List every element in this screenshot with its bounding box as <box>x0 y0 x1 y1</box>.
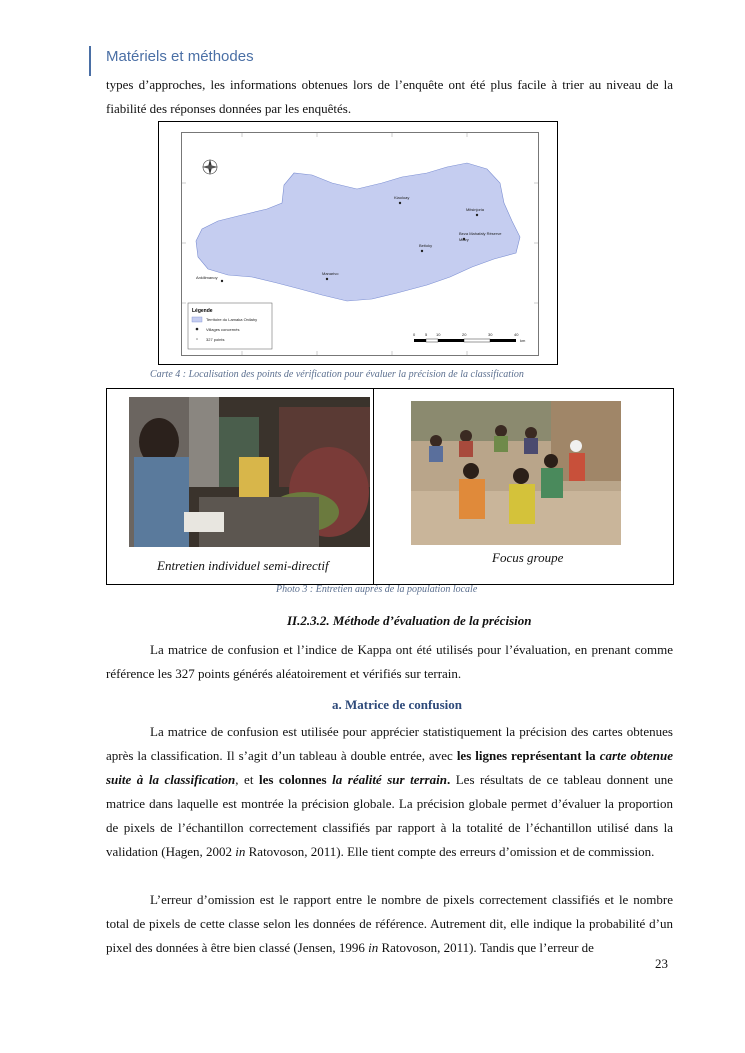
photo-caption: Photo 3 : Entretien auprès de la population locale <box>276 584 478 595</box>
map-drawing <box>182 133 538 355</box>
photo-divider <box>373 389 374 584</box>
map-label-village: Betioky <box>419 243 433 248</box>
scale-label: 10 <box>436 332 441 337</box>
photo-focus-group <box>411 401 621 545</box>
scale-label: 5 <box>425 332 428 337</box>
intro-paragraph: types d’approches, les informations obtenues lors de l’enquête ont été plus facile à trier au niveau de la fiabilité des réponses données par les enquêtés. <box>106 77 673 116</box>
map-caption: Carte 4 : Localisation des points de vérification pour évaluer la précision de la classification <box>150 369 524 380</box>
map-label-village: Manarivo <box>322 271 339 276</box>
map-label-village: Mitsinjoria <box>466 207 485 212</box>
photo-figure <box>106 388 674 585</box>
scale-label: 40 <box>514 332 519 337</box>
running-header: Matériels et méthodes <box>106 48 254 65</box>
page-number: 23 <box>655 956 668 971</box>
map-label-village: Ankilimanoy <box>196 275 218 280</box>
legend-title: Légende <box>192 308 213 314</box>
map-label-village: Beza Mahafaly Réserve <box>459 231 502 236</box>
scale-label: 30 <box>488 332 493 337</box>
omission-error-paragraph: L’erreur d’omission est le rapport entre le nombre de pixels correctement classifiés et le nombre total de pixels de cette classe selon les données de référence. Autrement dit, elle indique la probabilité d’un pixel des données à être bien classé (Jensen, 1996 in Ratovoson, 2011). Tandis que l’erreur de <box>106 892 673 955</box>
photo-right-caption: Focus groupe <box>492 550 564 565</box>
scale-label: 20 <box>462 332 467 337</box>
section-paragraph: La matrice de confusion et l’indice de Kappa ont été utilisés pour l’évaluation, en prenant comme référence les 327 points générés aléatoirement et vérifiés sur terrain. <box>106 642 673 681</box>
map-label-village: Kiaoloay <box>394 195 410 200</box>
header-accent-bar <box>89 46 91 76</box>
scale-label: 0 <box>413 332 416 337</box>
scale-unit: km <box>520 338 526 343</box>
map-label-village: Miary <box>459 237 469 242</box>
section-heading: II.2.3.2. Méthode d’évaluation de la précision <box>287 613 532 628</box>
map-legend <box>188 303 272 349</box>
confusion-matrix-paragraph: La matrice de confusion est utilisée pour apprécier statistiquement la précision des cartes obtenues après la classification. Il s’agit d’un tableau à double entrée, avec les lignes représentant la carte obtenue suite à la classification, et les colonnes la réalité sur terrain. Les résultats de ce tableau donnent une matrice dans laquelle est montrée la précision globale. La précision globale permet d’évaluer la proportion de pixels de l’échantillon correctement classifiés par rapport à la totalité de l’échantillon utilisé dans la validation (Hagen, 2002 in Ratovoson, 2011). Elle tient compte des erreurs d’omission et de commission. <box>106 724 674 859</box>
map-figure <box>158 121 558 365</box>
photo-individual-interview <box>129 397 370 547</box>
legend-item: 327 points <box>206 337 225 342</box>
subsection-heading: a. Matrice de confusion <box>332 697 462 712</box>
map-panel <box>181 132 539 356</box>
photo-left-caption: Entretien individuel semi-directif <box>157 558 329 573</box>
legend-item: Villages concernés <box>206 327 240 332</box>
legend-item: Territoire du Lamaka Onilahy <box>206 317 258 322</box>
